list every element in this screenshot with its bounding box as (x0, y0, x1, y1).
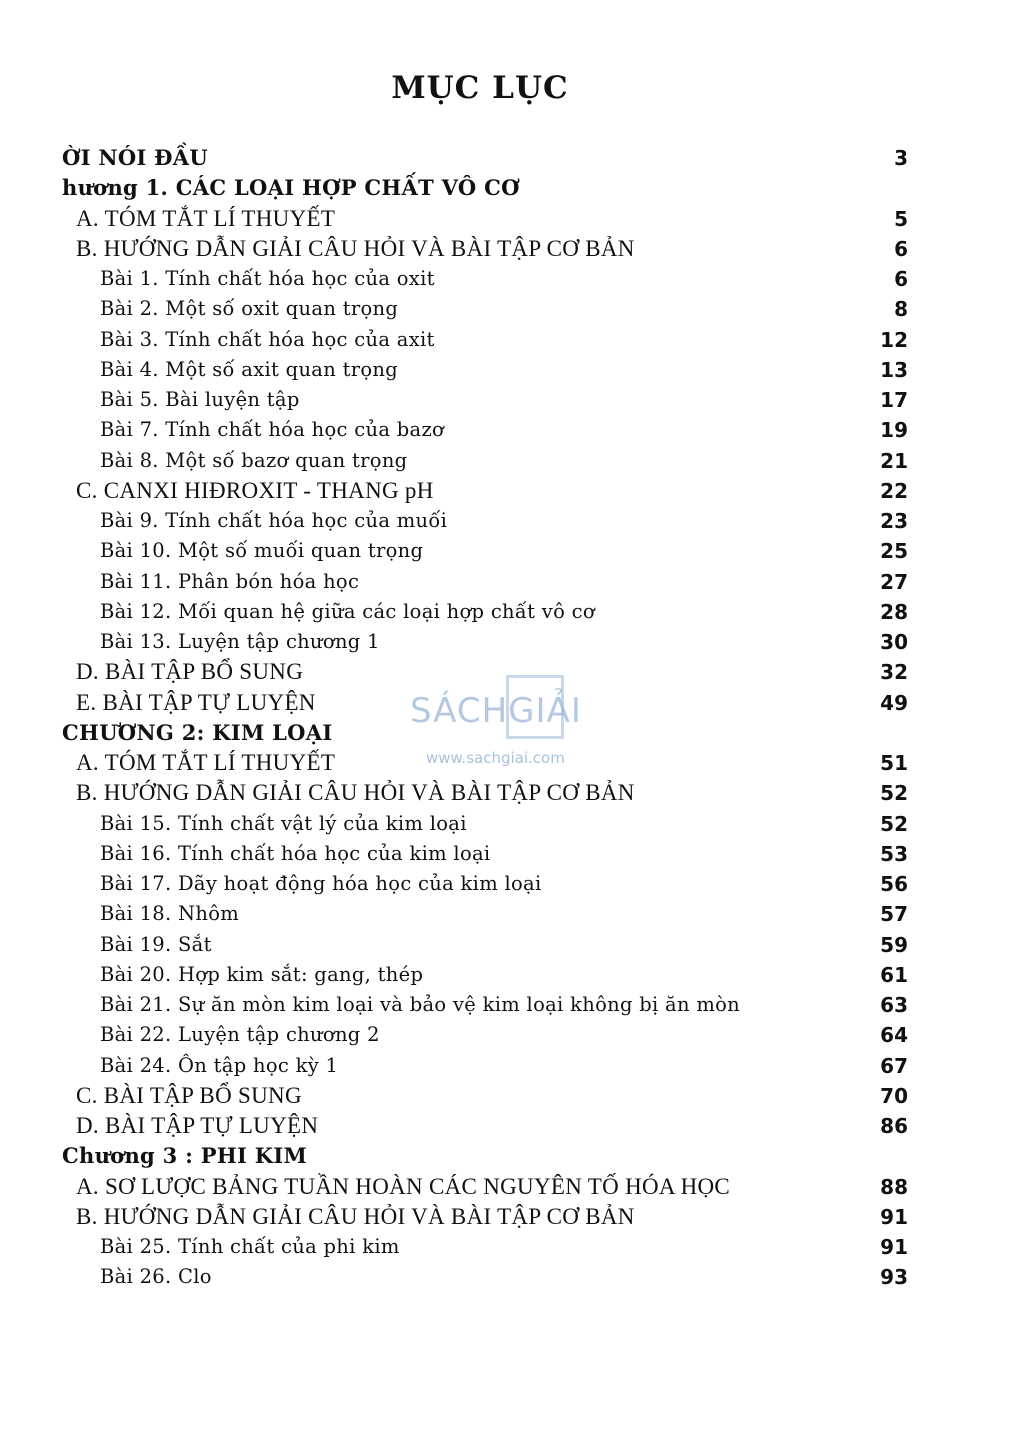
toc-entry-title: Bài 8. Một số bazơ quan trọng (100, 448, 408, 472)
toc-entry-lesson (0, 899, 1024, 929)
toc-entry-page-number: 57 (880, 902, 908, 927)
toc-entry-page-number: 53 (880, 841, 908, 866)
toc-entry-section (0, 1111, 1024, 1141)
toc-entry-section (0, 204, 1024, 234)
toc-entry-page-number: 91 (880, 1204, 908, 1229)
toc-entry-page-number: 3 (894, 146, 908, 170)
page-title: MỤC LỤC (391, 70, 569, 106)
toc-entry-chapter (0, 173, 1024, 203)
toc-entry-lesson (0, 1051, 1024, 1081)
toc-entry-title: Bài 7. Tính chất hóa học của bazơ (100, 418, 445, 442)
toc-entry-title: B. HƯỚNG DẪN GIẢI CÂU HỎI VÀ BÀI TẬP CƠ BẢN (76, 780, 635, 806)
toc-entry-lesson (0, 264, 1024, 294)
toc-entry-title: Bài 21. Sự ăn mòn kim loại và bảo vệ kim loại không bị ăn mòn (100, 993, 741, 1016)
toc-entry-page-number: 86 (880, 1114, 908, 1138)
toc-entry-title: A. TÓM TẮT LÍ THUYẾT (76, 750, 336, 775)
toc-entry-title: Bài 22. Luyện tập chương 2 (100, 1023, 380, 1047)
toc-entry-section (0, 1081, 1024, 1111)
toc-entry-lesson (0, 1232, 1024, 1262)
toc-entry-chapter (0, 1141, 1024, 1171)
toc-entry-lesson (0, 960, 1024, 990)
toc-entry-title: ỜI NÓI ĐẦU (62, 145, 209, 170)
toc-entry-lesson (0, 809, 1024, 839)
toc-entry-page-number: 93 (880, 1265, 908, 1290)
toc-entry-title: Bài 10. Một số muối quan trọng (100, 539, 424, 563)
toc-entry-title: Chương 3 : PHI KIM (62, 1143, 307, 1169)
toc-entry-page-number: 32 (880, 660, 908, 685)
toc-entry-lesson (0, 1020, 1024, 1050)
toc-entry-page-number: 19 (880, 418, 908, 443)
toc-entry-page-number: 12 (880, 327, 908, 352)
toc-entry-lesson (0, 536, 1024, 566)
toc-entry-lesson (0, 446, 1024, 476)
toc-entry-page-number: 30 (880, 630, 908, 654)
toc-entry-lesson (0, 627, 1024, 657)
toc-entry-page-number: 6 (894, 236, 908, 261)
toc-entry-title: A. TÓM TẮT LÍ THUYẾT (76, 205, 336, 231)
toc-entry-title: Bài 19. Sắt (100, 932, 212, 956)
toc-entry-chapter (0, 143, 1024, 173)
toc-entry-section (0, 1202, 1024, 1232)
toc-entry-page-number: 91 (880, 1235, 908, 1259)
toc-entry-title: C. CANXI HIĐROXIT - THANG pH (76, 477, 434, 503)
toc-entry-title: B. HƯỚNG DẪN GIẢI CÂU HỎI VÀ BÀI TẬP CƠ BẢN (76, 1203, 635, 1229)
toc-entry-lesson (0, 869, 1024, 899)
toc-entry-chapter (0, 718, 1024, 748)
toc-entry-title: Bài 24. Ôn tập học kỳ 1 (100, 1053, 339, 1077)
toc-entry-lesson (0, 597, 1024, 627)
toc-entry-title: A. SƠ LƯỢC BẢNG TUẦN HOÀN CÁC NGUYÊN TỐ HÓA HỌC (76, 1173, 731, 1199)
toc-entry-lesson (0, 930, 1024, 960)
toc-entry-title: Bài 11. Phân bón hóa học (100, 569, 360, 593)
toc-entry-page-number: 28 (880, 599, 908, 624)
toc-entry-page-number: 64 (880, 1023, 908, 1048)
toc-entry-page-number: 6 (894, 267, 908, 291)
toc-entry-title: Bài 15. Tính chất vật lý của kim loại (100, 811, 467, 835)
toc-entry-section (0, 748, 1024, 778)
toc-entry-page-number: 88 (880, 1174, 908, 1199)
toc-entry-section (0, 476, 1024, 506)
toc-entry-page-number: 27 (880, 569, 908, 594)
toc-entry-page-number: 21 (880, 448, 908, 473)
toc-entry-title: Bài 17. Dãy hoạt động hóa học của kim loại (100, 872, 542, 895)
watermark-logo: SÁCHGIẢI (410, 691, 582, 731)
toc-entry-title: Bài 18. Nhôm (100, 902, 240, 926)
toc-entry-page-number: 25 (880, 539, 908, 564)
toc-entry-lesson (0, 839, 1024, 869)
toc-entry-title: Bài 16. Tính chất hóa học của kim loại (100, 841, 491, 865)
toc-entry-title: Bài 12. Mối quan hệ giữa các loại hợp chất vô cơ (100, 599, 595, 623)
toc-entry-title: E. BÀI TẬP TỰ LUYỆN (76, 689, 316, 715)
toc-entry-page-number: 67 (880, 1053, 908, 1078)
watermark-url: www.sachgiai.com (426, 749, 565, 767)
toc-entry-page-number: 52 (880, 811, 908, 836)
toc-entry-title: hương 1. CÁC LOẠI HỢP CHẤT VÔ CƠ (62, 175, 520, 201)
toc-entry-lesson (0, 325, 1024, 355)
toc-entry-title: Bài 2. Một số oxit quan trọng (100, 297, 399, 321)
toc-entry-title: Bài 4. Một số axit quan trọng (100, 357, 399, 381)
toc-entry-page-number: 5 (894, 206, 908, 231)
toc-entry-lesson (0, 355, 1024, 385)
toc-entry-lesson (0, 294, 1024, 324)
toc-entry-title: B. HƯỚNG DẪN GIẢI CÂU HỎI VÀ BÀI TẬP CƠ BẢN (76, 235, 635, 261)
toc-entry-lesson (0, 415, 1024, 445)
toc-entry-title: C. BÀI TẬP BỔ SUNG (76, 1082, 302, 1108)
toc-entry-page-number: 61 (880, 962, 908, 987)
toc-entry-title: Bài 13. Luyện tập chương 1 (100, 630, 380, 653)
toc-entry-lesson (0, 506, 1024, 536)
toc-entry-title: Bài 26. Clo (100, 1265, 212, 1289)
toc-entry-title: D. BÀI TẬP TỰ LUYỆN (76, 1113, 319, 1138)
toc-entry-lesson (0, 1262, 1024, 1292)
toc-entry-title: Bài 3. Tính chất hóa học của axit (100, 327, 435, 351)
toc-entry-page-number: 70 (880, 1083, 908, 1108)
toc-entry-page-number: 17 (880, 388, 908, 412)
toc-entry-section (0, 234, 1024, 264)
toc-entry-section (0, 688, 1024, 718)
toc-entry-title: D. BÀI TẬP BỔ SUNG (76, 659, 304, 685)
toc-entry-lesson (0, 385, 1024, 415)
toc-entry-page-number: 22 (880, 478, 908, 503)
toc-entry-page-number: 59 (880, 932, 908, 957)
toc-entry-lesson (0, 567, 1024, 597)
toc-entry-page-number: 51 (880, 751, 908, 775)
toc-entry-page-number: 52 (880, 781, 908, 806)
toc-entry-page-number: 8 (894, 297, 908, 322)
toc-entry-page-number: 49 (880, 690, 908, 715)
toc-entry-title: Bài 9. Tính chất hóa học của muối (100, 509, 448, 532)
toc-entry-section (0, 657, 1024, 687)
toc-entry-title: Bài 1. Tính chất hóa học của oxit (100, 267, 435, 290)
toc-entry-page-number: 23 (880, 509, 908, 533)
toc-entry-title: Bài 20. Hợp kim sắt: gang, thép (100, 962, 424, 986)
toc-entry-page-number: 56 (880, 872, 908, 896)
toc-entry-section (0, 1172, 1024, 1202)
toc-entry-title: Bài 5. Bài luyện tập (100, 388, 300, 411)
toc-entry-lesson (0, 990, 1024, 1020)
toc-entry-page-number: 63 (880, 993, 908, 1017)
toc-entry-section (0, 778, 1024, 808)
toc-entry-title: Bài 25. Tính chất của phi kim (100, 1235, 400, 1258)
toc-entry-title: CHƯƠNG 2: KIM LOẠI (62, 719, 333, 745)
toc-entry-page-number: 13 (880, 357, 908, 382)
